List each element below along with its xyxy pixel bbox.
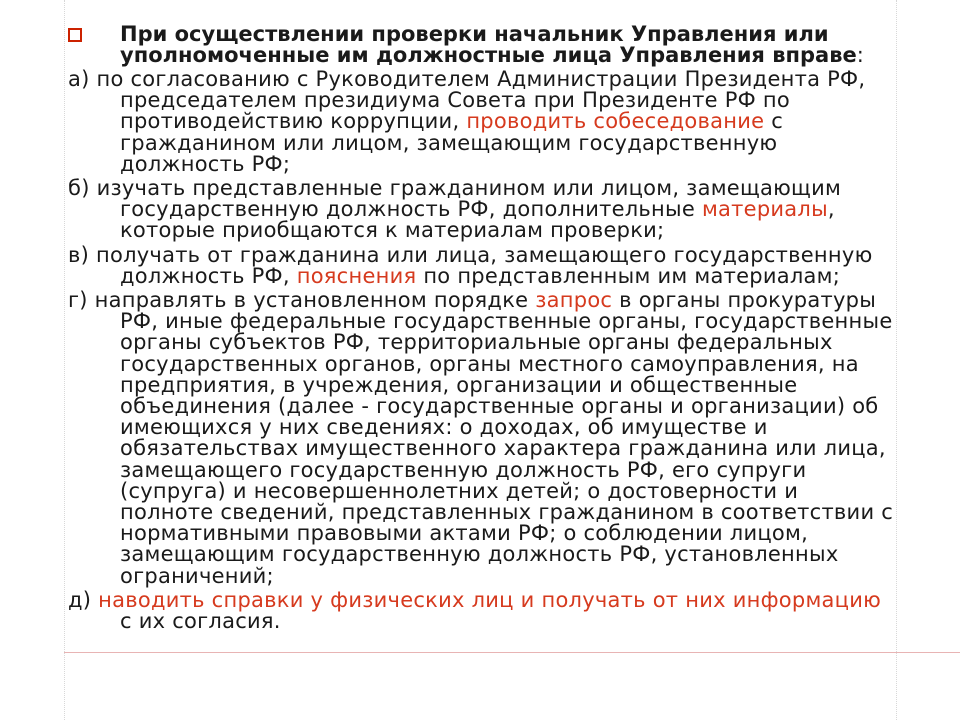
item-text: с гражданином или лицом, замещающим государственную должность РФ; [120, 109, 784, 176]
item-text: а) по согласованию с Руководителем Администрации Президента РФ, председателем президиума Совета при Президенте РФ по противодействию коррупции, [68, 67, 866, 134]
item-highlight: материалы [701, 197, 828, 222]
list-item-b [68, 178, 898, 242]
item-highlight: наводить справки у физических лиц и получать от них информацию [98, 587, 882, 612]
item-text: по представленным им материалам; [416, 263, 841, 288]
list-item-a [68, 69, 898, 175]
list-item-d [68, 587, 898, 634]
intro-text: При осуществлении проверки начальник Управления или уполномоченные им должностные лица Управления вправе [120, 22, 857, 67]
list-item-g [68, 290, 898, 587]
guide-line-left [64, 0, 65, 720]
guide-line-bottom [64, 652, 960, 653]
item-text: б) изучать представленные гражданином или лицом, замещающим государственную должность РФ, дополнительные [68, 176, 842, 222]
item-text: г) направлять в установленном порядке [68, 288, 536, 313]
item-highlight: пояснения [296, 263, 417, 288]
item-highlight: проводить собеседование [466, 109, 765, 134]
item-highlight: запрос [535, 288, 613, 313]
list-item-v [68, 242, 898, 288]
slide-content [68, 24, 898, 635]
item-text: д) [68, 587, 99, 612]
square-bullet-icon [68, 28, 82, 42]
item-text: в органы прокуратуры РФ, иные федеральные государственные органы, государственные органы субъектов РФ, территориальные органы федеральных государственных органов, органы местного самоуправления, на предприятия, в учреждения, организации и общественные объединения (далее - государственные органы и организации) об имеющихся у них сведениях: о доходах, об имуществе и обязательствах имущественного характера гражданина или лица, замещающего государственную должность РФ, его супруги (супруга) и несовершеннолетних детей; о достоверности и полноте сведений, представленных гражданином в соответствии с нормативными правовыми актами РФ; о соблюдении лицом, замещающим государственную должность РФ, установленных ограничений; [120, 288, 894, 588]
intro-paragraph [68, 24, 898, 66]
intro-colon: : [856, 43, 864, 67]
item-text: в) получать от гражданина или лица, замещающего государственную должность РФ, [68, 242, 873, 288]
item-text: с их согласия. [120, 609, 281, 634]
item-text: , которые приобщаются к материалам проверки; [120, 197, 835, 243]
